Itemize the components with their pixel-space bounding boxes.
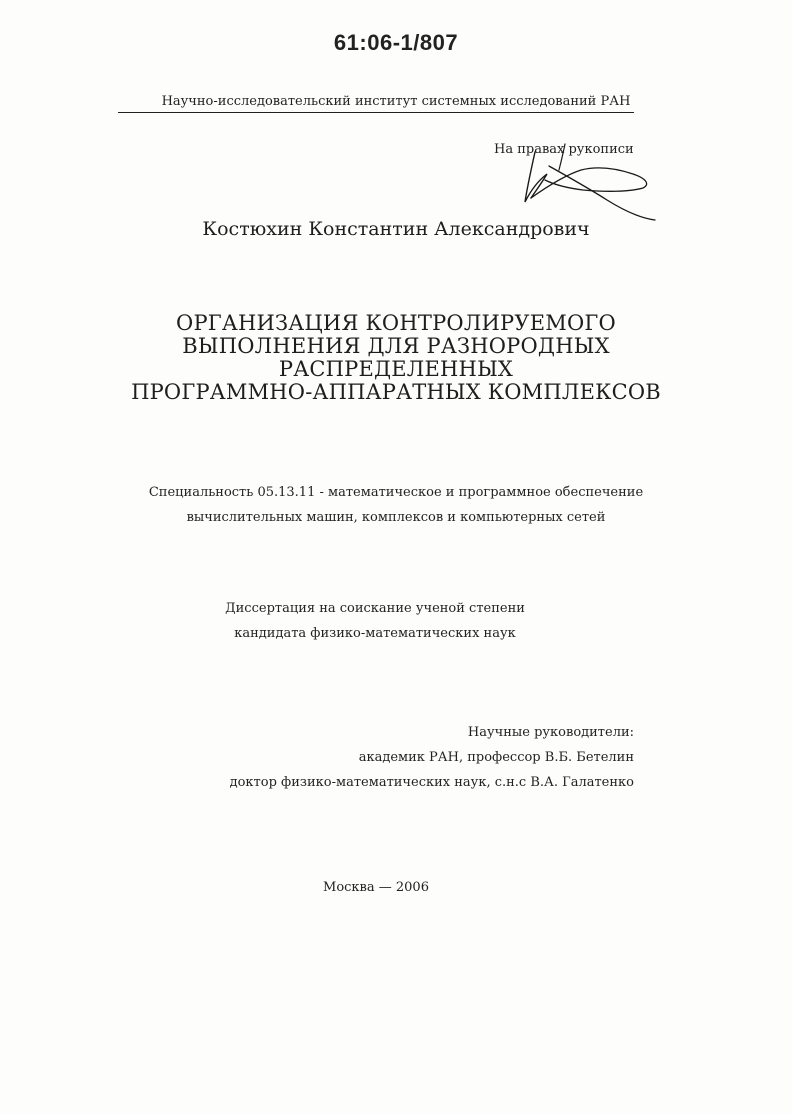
title-line: ВЫПОЛНЕНИЯ ДЛЯ РАЗНОРОДНЫХ — [182, 334, 610, 358]
title-line: ПРОГРАММНО-АППАРАТНЫХ КОМПЛЕКСОВ — [131, 380, 661, 404]
specialty-line: Специальность 05.13.11 - математическое и программное обеспечение — [148, 485, 644, 500]
degree-line: Диссертация на соискание ученой степени — [225, 601, 525, 616]
handwritten-signature — [505, 140, 665, 225]
title-line: РАСПРЕДЕЛЕННЫХ — [278, 357, 514, 381]
specialty — [60, 480, 732, 530]
advisors-heading: Научные руководители: — [467, 725, 634, 740]
specialty-line: вычислительных машин, комплексов и компьютерных сетей — [186, 510, 606, 525]
degree-statement — [60, 596, 690, 646]
header-rule — [118, 112, 634, 113]
advisor-line: доктор физико-математических наук, с.н.с В.А. Галатенко — [229, 775, 634, 790]
author-name: Костюхин Константин Александрович — [202, 218, 590, 240]
advisor-line: академик РАН, профессор В.Б. Бетелин — [358, 750, 634, 765]
title-line: ОРГАНИЗАЦИЯ КОНТРОЛИРУЕМОГО — [176, 311, 616, 335]
degree-line: кандидата физико-математических наук — [234, 626, 516, 641]
rights-notice: На правах рукописи — [494, 142, 634, 157]
dissertation-title — [60, 312, 732, 404]
scientific-advisors — [200, 720, 634, 795]
city-year: Москва — 2006 — [323, 880, 429, 895]
institute-name: Научно-исследовательский институт системных исследований РАН — [161, 94, 631, 109]
archive-code: 61:06-1/807 — [333, 30, 459, 55]
